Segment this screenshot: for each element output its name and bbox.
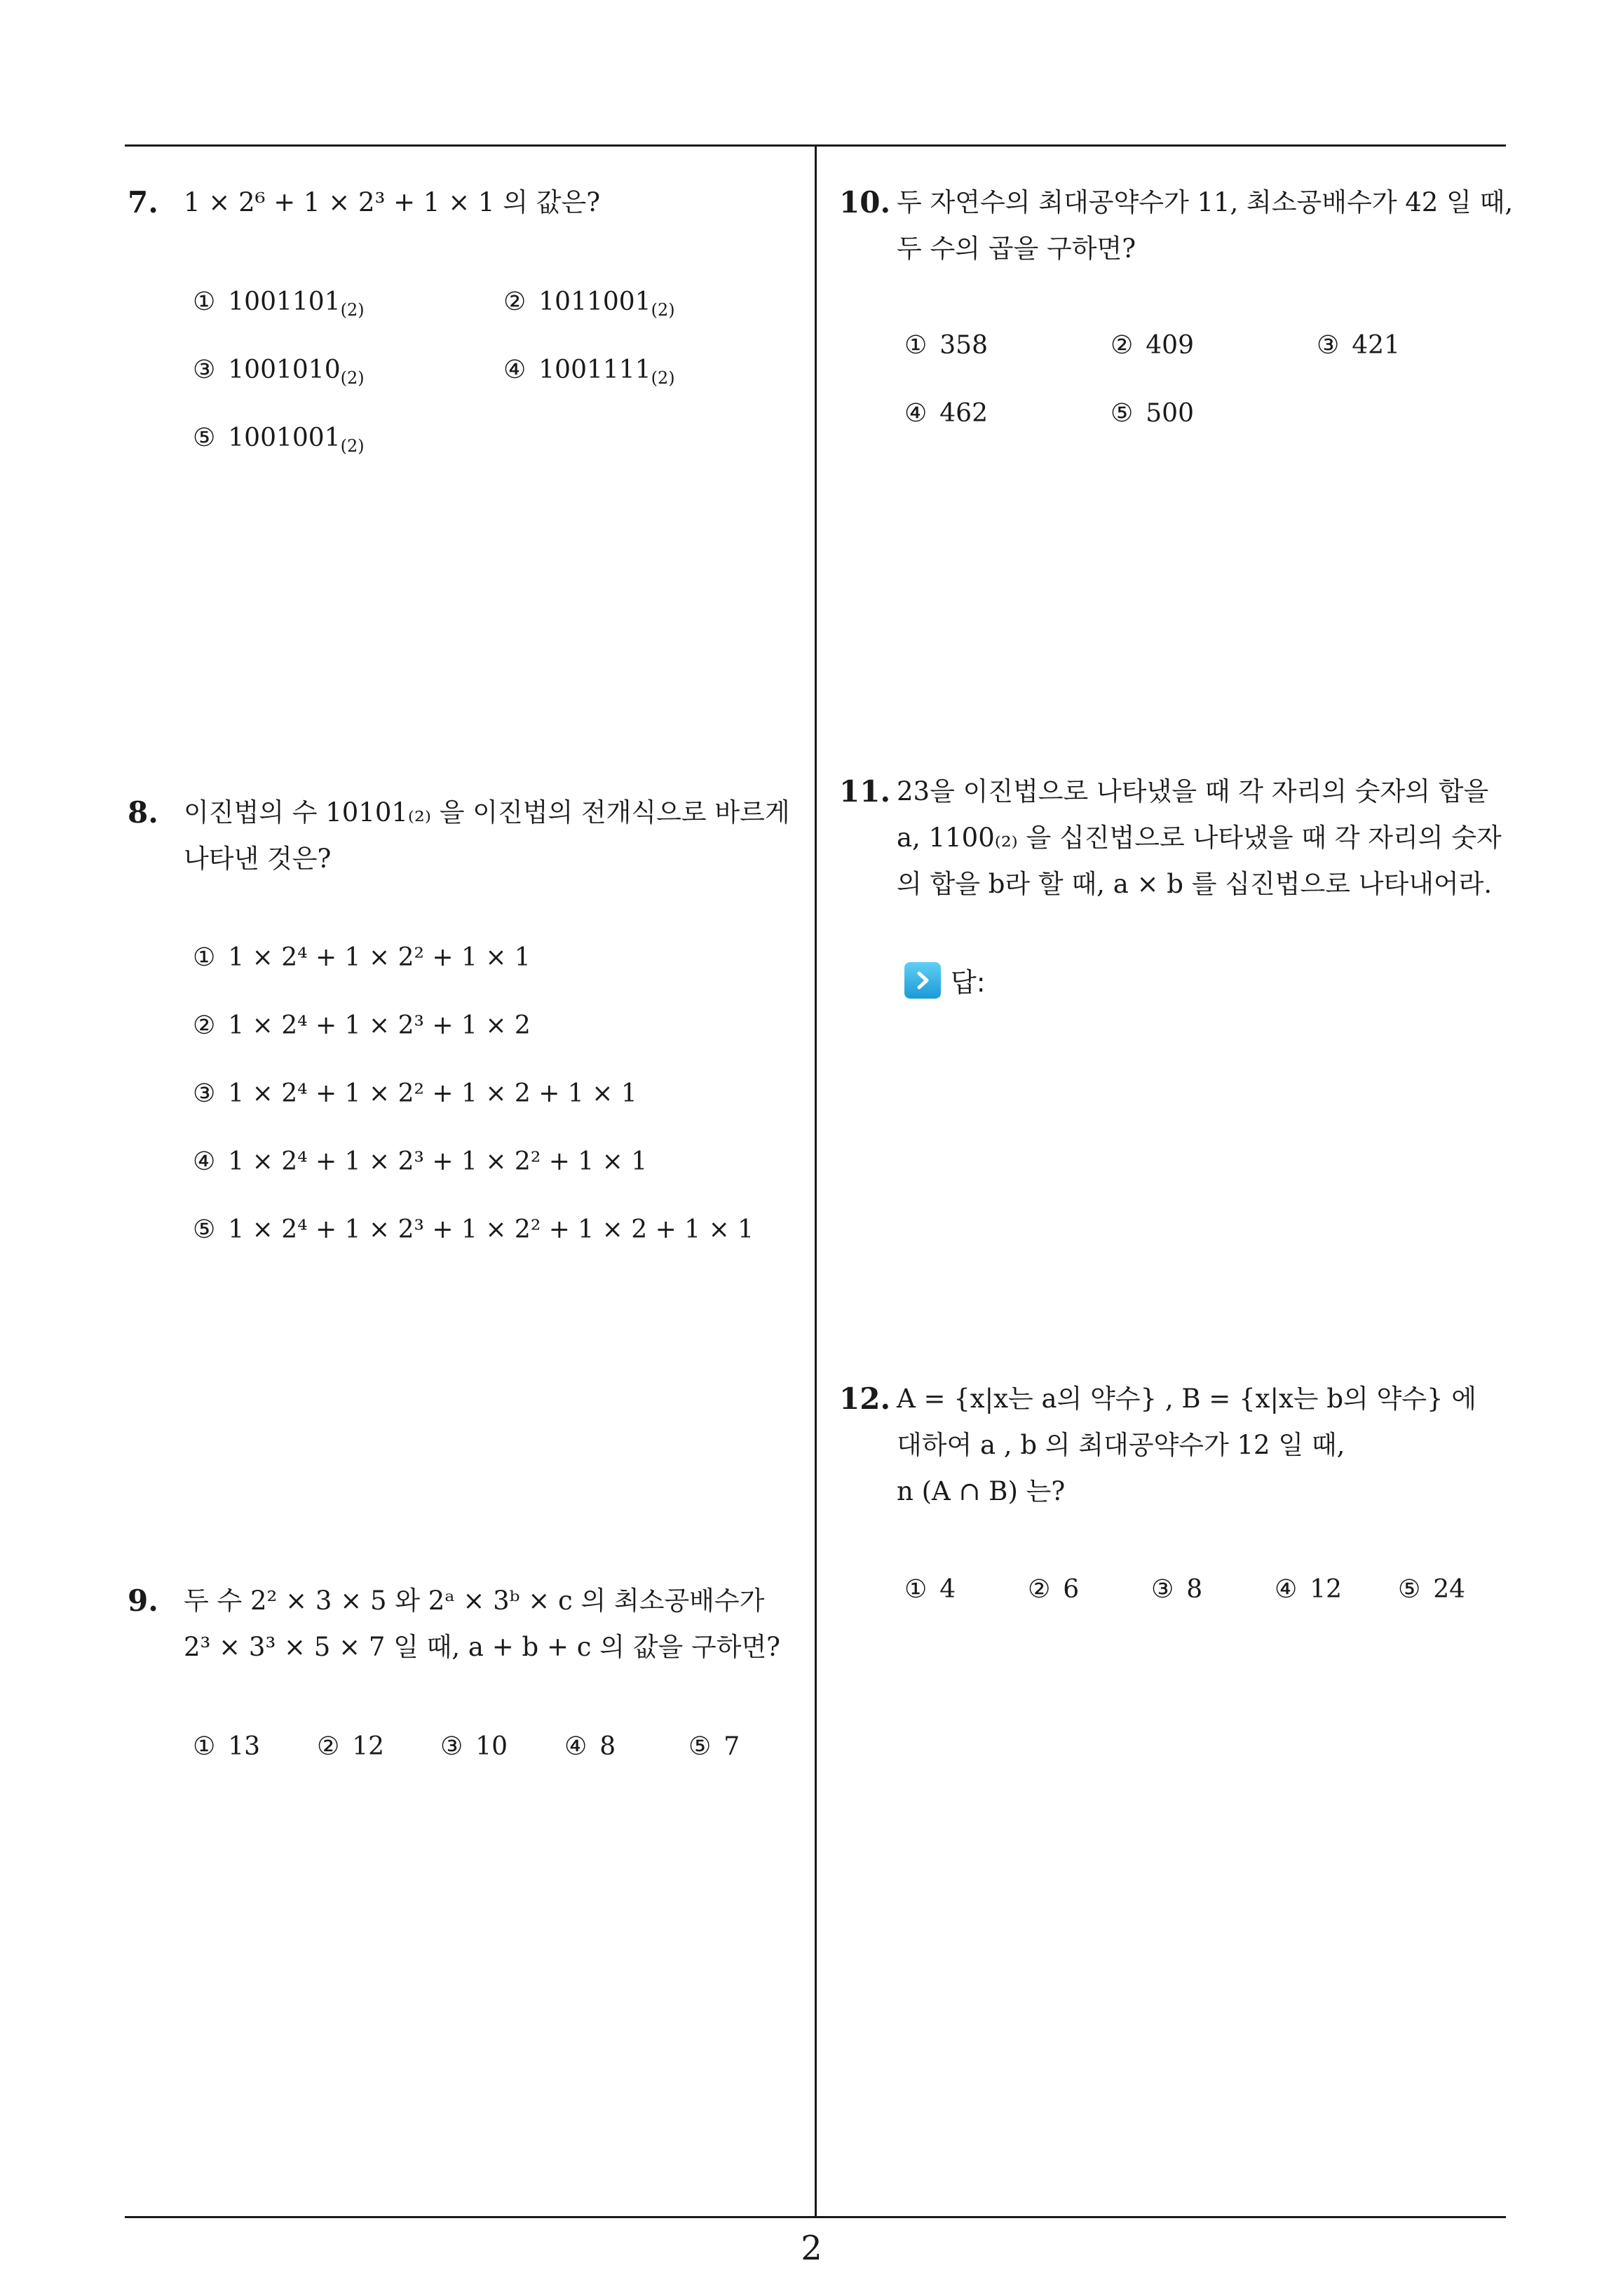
question-text-line-1: 이진법의 수 10101₍₂₎ 을 이진법의 전개식으로 바르게 (184, 797, 790, 828)
option-3[interactable]: ③ 8 (1151, 1575, 1203, 1604)
option-4[interactable]: ④ 462 (904, 399, 988, 428)
question-text-line-1: 두 자연수의 최대공약수가 11, 최소공배수가 42 일 때, (897, 187, 1514, 217)
answer-field[interactable] (904, 961, 986, 999)
option-5[interactable]: ⑤ 500 (1111, 399, 1194, 428)
option-2[interactable]: ② 12 (317, 1732, 385, 1761)
option-3[interactable]: ③ $1001010_{(2)}$ (193, 356, 365, 389)
question-number: 12. (839, 1382, 891, 1416)
question-text-line-1: A = {x|x는 a의 약수} , B = {x|x는 b의 약수} 에 (897, 1384, 1477, 1414)
option-1[interactable]: ① 358 (904, 331, 988, 360)
page-number: 2 (801, 2229, 822, 2268)
option-4[interactable]: ④ 8 (564, 1732, 616, 1761)
option-5[interactable]: ⑤ $1001001_{(2)}$ (193, 424, 365, 457)
option-2[interactable]: ② 1 × 2⁴ + 1 × 2³ + 1 × 2 (193, 1011, 531, 1040)
option-5[interactable]: ⑤ 7 (688, 1732, 740, 1761)
question-text-line-2: 대하여 a , b 의 최대공약수가 12 일 때, (897, 1430, 1345, 1460)
option-2[interactable]: ② 6 (1028, 1575, 1080, 1604)
option-4[interactable]: ④ $1001111_{(2)}$ (503, 356, 675, 389)
option-5[interactable]: ⑤ 1 × 2⁴ + 1 × 2³ + 1 × 2² + 1 × 2 + 1 × 1 (193, 1215, 754, 1244)
question-text-line-2: a, 1100₍₂₎ 을 십진법으로 나타냈을 때 각 자리의 숫자 (897, 823, 1502, 853)
question-text-line-3: n (A ∩ B) 는? (897, 1476, 1066, 1506)
option-1[interactable]: ① 13 (193, 1732, 261, 1761)
question-text-line-2: 두 수의 곱을 구하면? (897, 234, 1136, 264)
column-divider (815, 146, 817, 2216)
question-number: 7. (128, 185, 158, 220)
option-1[interactable]: ① 4 (904, 1575, 956, 1604)
question-text-line-2: 나타낸 것은? (184, 844, 332, 874)
question-number: 11. (839, 774, 891, 809)
question-text: 1 × 2⁶ + 1 × 2³ + 1 × 1 의 값은? (184, 187, 601, 217)
question-text-line-1: 두 수 2² × 3 × 5 와 2ᵃ × 3ᵇ × c 의 최소공배수가 (184, 1586, 765, 1616)
question-text-line-1: 23을 이진법으로 나타냈을 때 각 자리의 숫자의 합을 (897, 776, 1489, 806)
question-number: 8. (128, 795, 158, 830)
option-4[interactable]: ④ 12 (1275, 1575, 1343, 1604)
option-2[interactable]: ② 409 (1111, 331, 1194, 360)
chevron-right-icon (904, 962, 941, 999)
option-3[interactable]: ③ 10 (440, 1732, 508, 1761)
question-number: 9. (128, 1583, 158, 1618)
option-1[interactable]: ① $1001101_{(2)}$ (193, 288, 365, 320)
answer-label: 답: (951, 967, 986, 998)
question-text-line-3: 의 합을 b라 할 때, a × b 를 십진법으로 나타내어라. (897, 869, 1493, 899)
question-text-line-2: 2³ × 3³ × 5 × 7 일 때, a + b + c 의 값을 구하면? (184, 1632, 781, 1662)
option-1[interactable]: ① 1 × 2⁴ + 1 × 2² + 1 × 1 (193, 943, 531, 972)
option-3[interactable]: ③ 1 × 2⁴ + 1 × 2² + 1 × 2 + 1 × 1 (193, 1079, 637, 1108)
question-number: 10. (839, 185, 891, 220)
option-5[interactable]: ⑤ 24 (1398, 1575, 1466, 1604)
bottom-rule (125, 2216, 1506, 2218)
option-3[interactable]: ③ 421 (1317, 331, 1400, 360)
option-2[interactable]: ② $1011001_{(2)}$ (503, 288, 675, 320)
option-4[interactable]: ④ 1 × 2⁴ + 1 × 2³ + 1 × 2² + 1 × 1 (193, 1147, 648, 1176)
